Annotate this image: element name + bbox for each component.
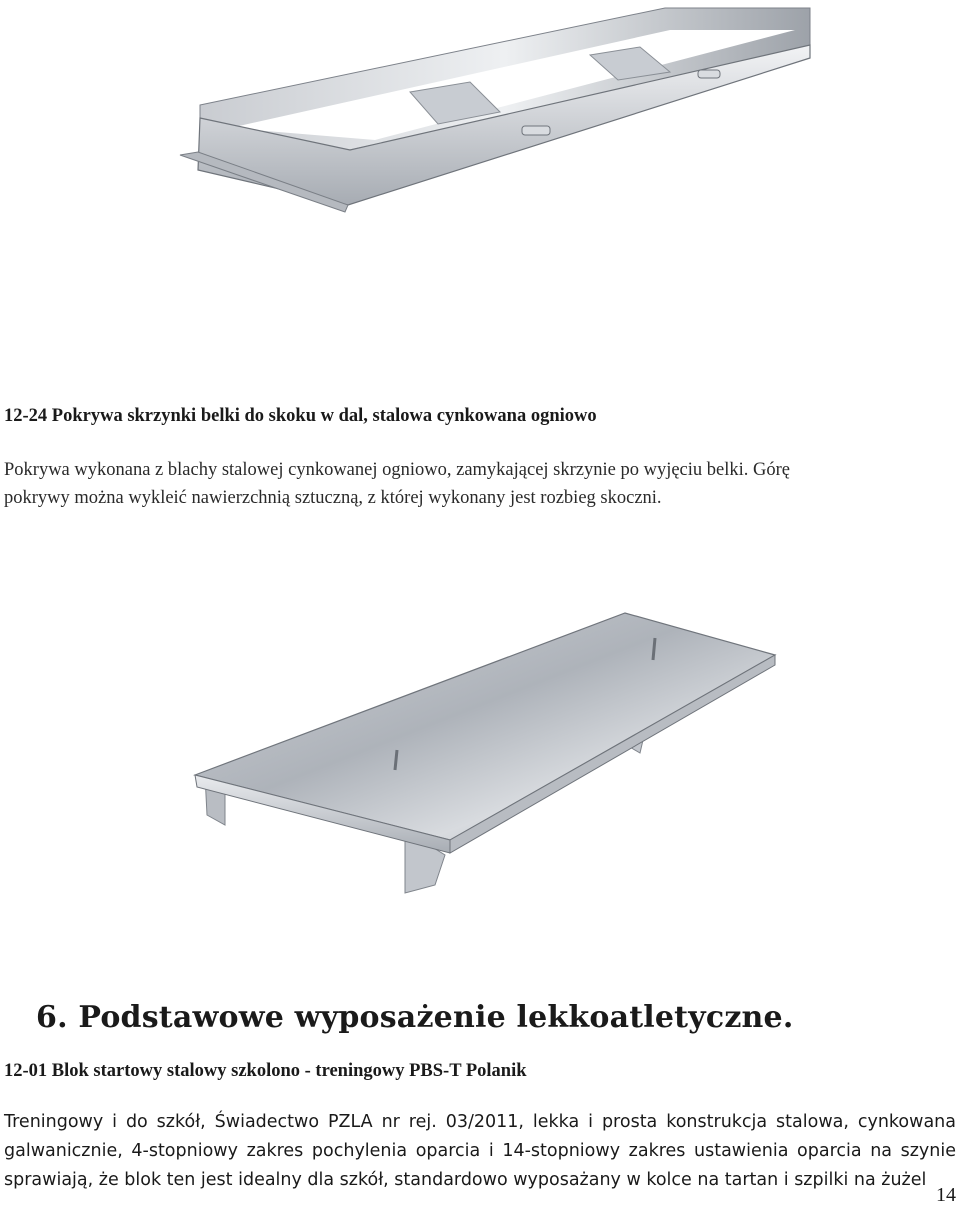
section-title: 6. Podstawowe wyposażenie lekkoatletyczne. — [36, 1000, 794, 1035]
description-line: pokrywy można wykleić nawierzchnią sztuczną, z której wykonany jest rozbieg skoczni. — [4, 488, 662, 508]
description-line: galwanicznie, 4-stopniowy zakres pochylenia oparcia i 14-stopniowy zakres ustawienia oparcia na szynie — [4, 1141, 956, 1161]
steel-box-frame-photo — [170, 0, 830, 220]
description-line: Treningowy i do szkół, Świadectwo PZLA nr rej. 03/2011, lekka i prosta konstrukcja stalowa, cynkowana — [4, 1112, 956, 1132]
item-description-12-24 — [4, 456, 954, 512]
steel-cover-tray-photo — [185, 605, 785, 905]
page-number: 14 — [936, 1184, 956, 1206]
description-line: sprawiają, że blok ten jest idealny dla szkół, standardowo wyposażany w kolce na tartan i szpilki na żużel — [4, 1170, 927, 1190]
item-description-12-01 — [4, 1108, 956, 1195]
item-title-12-24: 12-24 Pokrywa skrzynki belki do skoku w dal, stalowa cynkowana ogniowo — [4, 406, 597, 426]
description-line: Pokrywa wykonana z blachy stalowej cynkowanej ogniowo, zamykającej skrzynie po wyjęciu belki. Górę — [4, 460, 791, 480]
item-title-12-01: 12-01 Blok startowy stalowy szkolono - treningowy PBS-T Polanik — [4, 1061, 527, 1081]
